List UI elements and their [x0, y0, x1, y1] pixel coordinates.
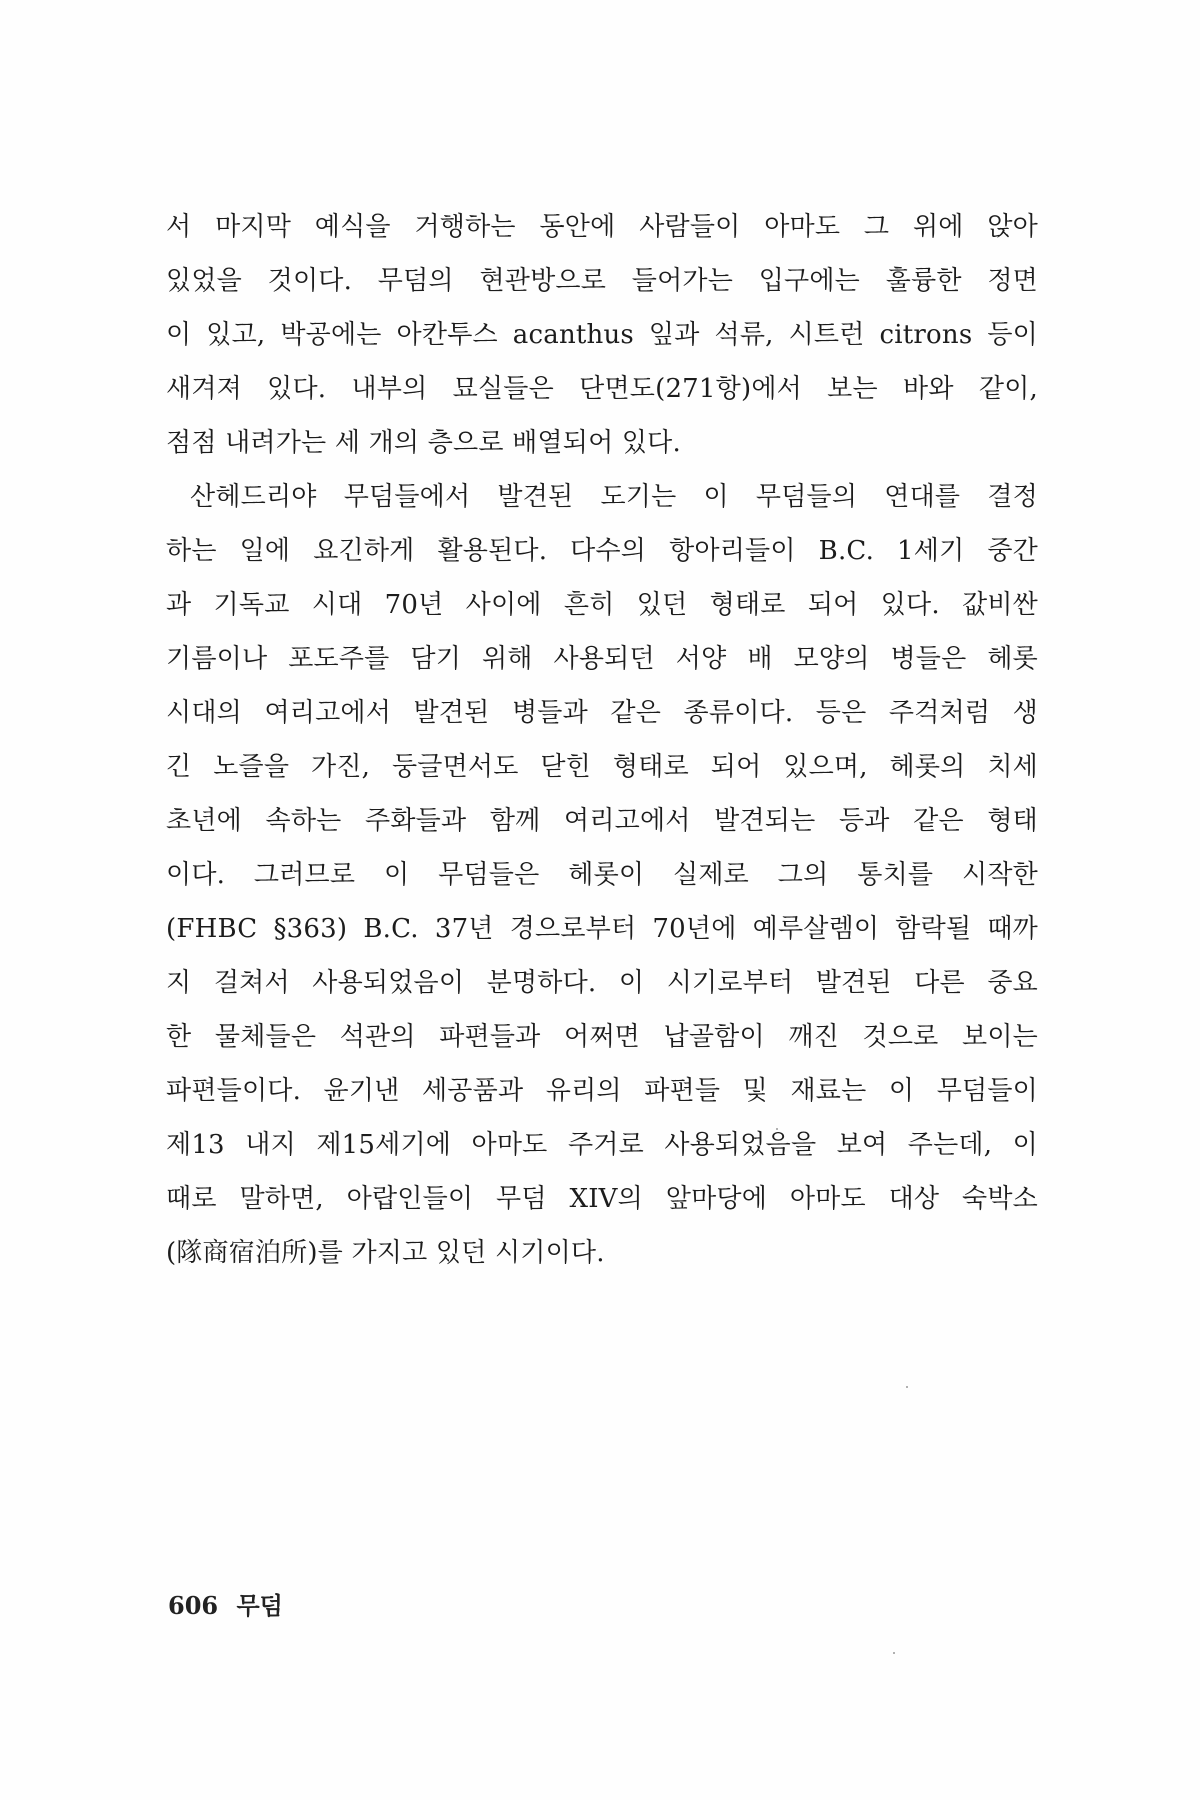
text-line: 점점 내려가는 세 개의 층으로 배열되어 있다.: [166, 428, 681, 458]
text-line: 시대의 여리고에서 발견된 병들과 같은 종류이다. 등은 주걱처럼 생: [166, 698, 1038, 728]
text-line: 이 있고, 박공에는 아칸투스 acanthus 잎과 석류, 시트런 citrons 등이: [166, 320, 1038, 350]
paper-speck: [893, 1652, 895, 1654]
text-line: 지 걸쳐서 사용되었음이 분명하다. 이 시기로부터 발견된 다른 중요: [166, 968, 1038, 998]
text-line: 기름이나 포도주를 담기 위해 사용되던 서양 배 모양의 병들은 헤롯: [166, 644, 1038, 674]
running-title: 무덤: [236, 1591, 283, 1620]
text-line: 긴 노즐을 가진, 둥글면서도 닫힌 형태로 되어 있으며, 헤롯의 치세: [166, 752, 1038, 782]
text-line: 파편들이다. 윤기낸 세공품과 유리의 파편들 및 재료는 이 무덤들이: [166, 1076, 1038, 1106]
page-number: 606: [168, 1591, 219, 1620]
text-line: 새겨져 있다. 내부의 묘실들은 단면도(271항)에서 보는 바와 같이,: [166, 374, 1038, 404]
text-line: 때로 말하면, 아랍인들이 무덤 XIV의 앞마당에 아마도 대상 숙박소: [166, 1184, 1038, 1214]
text-line: (隊商宿泊所)를 가지고 있던 시기이다.: [166, 1238, 605, 1268]
text-line: 초년에 속하는 주화들과 함께 여리고에서 발견되는 등과 같은 형태: [166, 806, 1038, 836]
text-line: 있었을 것이다. 무덤의 현관방으로 들어가는 입구에는 훌륭한 정면: [166, 266, 1038, 296]
text-line: (FHBC §363) B.C. 37년 경으로부터 70년에 예루살렘이 함락될 때까: [166, 914, 1038, 944]
paragraph-first-line: 산헤드리야 무덤들에서 발견된 도기는 이 무덤들의 연대를 결정: [190, 482, 1038, 512]
paper-speck: [776, 1128, 778, 1130]
text-line: 서 마지막 예식을 거행하는 동안에 사람들이 아마도 그 위에 앉아: [166, 212, 1038, 242]
text-line: 하는 일에 요긴하게 활용된다. 다수의 항아리들이 B.C. 1세기 중간: [166, 536, 1038, 566]
text-line: 과 기독교 시대 70년 사이에 흔히 있던 형태로 되어 있다. 값비싼: [166, 590, 1038, 620]
text-line: 제13 내지 제15세기에 아마도 주거로 사용되었음을 보여 주는데, 이: [166, 1130, 1038, 1160]
text-line: 이다. 그러므로 이 무덤들은 헤롯이 실제로 그의 통치를 시작한: [166, 860, 1038, 890]
page-footer: [168, 1586, 283, 1621]
text-line: 한 물체들은 석관의 파편들과 어쩌면 납골함이 깨진 것으로 보이는: [166, 1022, 1038, 1052]
body-text: [166, 200, 1038, 1280]
paper-speck: [906, 1386, 908, 1388]
